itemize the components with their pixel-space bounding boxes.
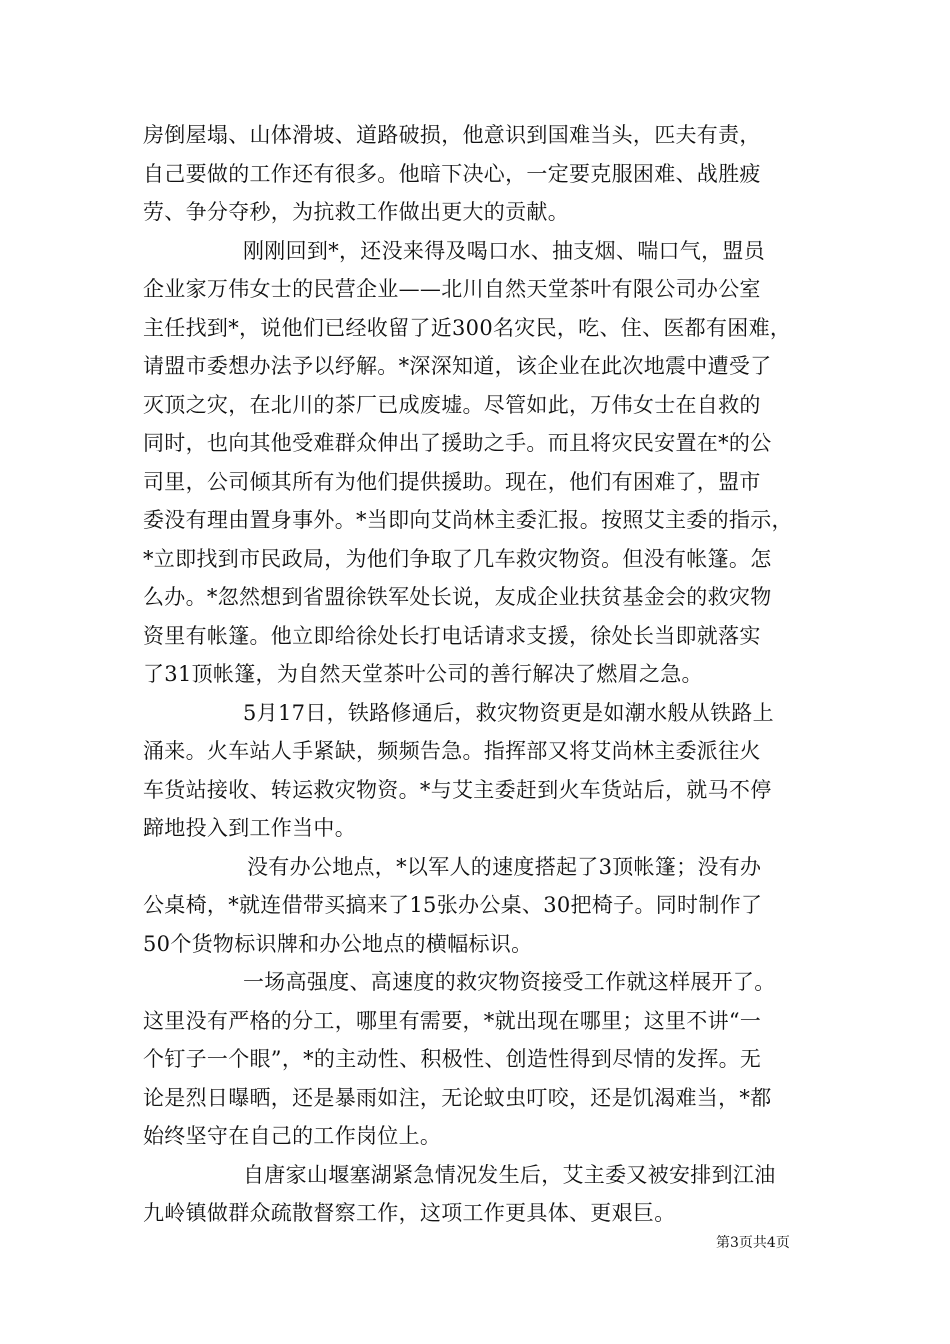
text-line: 劳、争分夺秒，为抗救工作做出更大的贡献。 (143, 200, 569, 224)
paragraph (143, 232, 827, 694)
page-number: 第3页共4页 (716, 1235, 790, 1251)
text-line: 公桌椅，*就连借带买搞来了15张办公桌、30把椅子。同时制作了 (143, 893, 763, 917)
paragraph (143, 848, 827, 964)
text-line: 委没有理由置身事外。*当即向艾尚林主委汇报。按照艾主委的指示， (143, 508, 793, 532)
text-line: 个钉子一个眼”，*的主动性、积极性、创造性得到尽情的发挥。无 (143, 1047, 762, 1071)
text-line: 始终坚守在自己的工作岗位上。 (143, 1124, 442, 1148)
paragraph (143, 694, 827, 848)
text-line: 企业家万伟女士的民营企业——北川自然天堂茶叶有限公司办公室 (143, 277, 761, 301)
text-line: 灭顶之灾，在北川的茶厂已成废墟。尽管如此，万伟女士在自救的 (143, 392, 761, 417)
text-line: 了31顶帐篷，为自然天堂茶叶公司的善行解决了燃眉之急。 (143, 662, 703, 686)
text-line: 一场高强度、高速度的救灾物资接受工作就这样展开了。 (243, 970, 776, 994)
text-line: 同时，也向其他受难群众伸出了援助之手。而且将灾民安置在*的公 (143, 431, 772, 455)
text-line: 车货站接收、转运救灾物资。*与艾主委赶到火车货站后，就马不停 (143, 777, 772, 802)
paragraph (143, 116, 827, 232)
text-line: 涌来。火车站人手紧缺，频频告急。指挥部又将艾尚林主委派往火 (143, 739, 761, 763)
text-line: 资里有帐篷。他立即给徐处长打电话请求支援，徐处长当即就落实 (143, 623, 761, 648)
text-line: 主任找到*，说他们已经收留了近300名灾民，吃、住、医都有困难， (143, 315, 792, 340)
text-line: 这里没有严格的分工，哪里有需要，*就出现在哪里；这里不讲“一 (143, 1008, 762, 1033)
text-line: 房倒屋塌、山体滑坡、道路破损，他意识到国难当头，匹夫有责， (143, 123, 761, 147)
text-line: 刚刚回到*，还没来得及喝口水、抽支烟、喘口气，盟员 (243, 238, 765, 263)
text-line: 九岭镇做群众疏散督察工作，这项工作更具体、更艰巨。 (143, 1201, 676, 1225)
text-line: 50个货物标识牌和办公地点的横幅标识。 (143, 931, 533, 956)
text-line: 5月17日，铁路修通后，救灾物资更是如潮水般从铁路上 (243, 700, 774, 725)
document-body (143, 116, 827, 1233)
text-line: 论是烈日曝晒，还是暴雨如注，无论蚊虫叮咬，还是饥渴难当，*都 (143, 1085, 772, 1110)
text-line: 没有办公地点，*以军人的速度搭起了3顶帐篷；没有办 (247, 854, 762, 879)
text-line: 蹄地投入到工作当中。 (143, 816, 356, 840)
text-line: 自己要做的工作还有很多。他暗下决心，一定要克服困难、战胜疲 (143, 161, 761, 186)
text-line: 自唐家山堰塞湖紧急情况发生后，艾主委又被安排到江油 (243, 1162, 776, 1187)
text-line: 请盟市委想办法予以纾解。*深深知道，该企业在此次地震中遭受了 (143, 354, 772, 378)
text-line: 司里，公司倾其所有为他们提供援助。现在，他们有困难了，盟市 (143, 469, 761, 494)
paragraph (143, 963, 827, 1156)
paragraph (143, 1156, 827, 1233)
text-line: *立即找到市民政局，为他们争取了几车救灾物资。但没有帐篷。怎 (143, 546, 772, 571)
text-line: 么办。*忽然想到省盟徐铁军处长说，友成企业扶贫基金会的救灾物 (143, 585, 772, 609)
